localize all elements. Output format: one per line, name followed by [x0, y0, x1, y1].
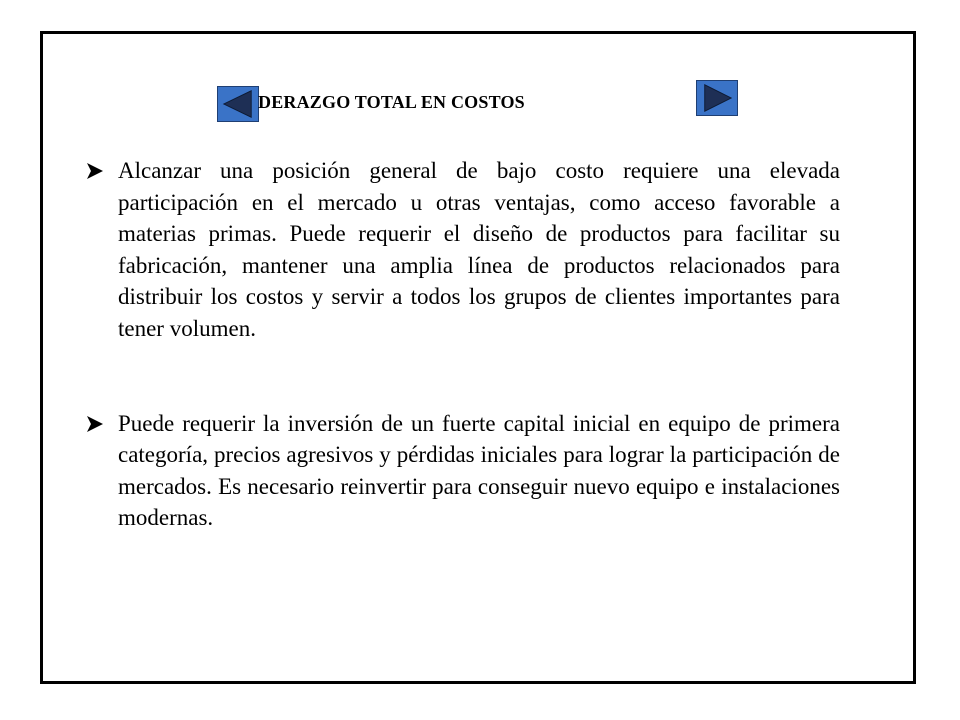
bullet-text: Alcanzar una posición general de bajo costo requiere una elevada participación en el mercado u otras ventajas, como acceso favorable a materias primas. Puede requerir el diseño de productos para facilitar su fabricación, mantener una amplia línea de productos relacionados para distribuir los costos y servir a todos los grupos de clientes importantes para tener volumen. — [118, 158, 840, 341]
next-slide-button[interactable] — [696, 80, 738, 116]
bullet-list — [84, 155, 840, 534]
right-triangle-arrow-icon — [697, 81, 737, 115]
arrowhead-bullet-icon — [84, 155, 106, 187]
bullet-item — [84, 408, 840, 534]
bullet-text: Puede requerir la inversión de un fuerte capital inicial en equipo de primera categoría, precios agresivos y pérdidas iniciales para lograr la participación de mercados. Es necesario reinvertir para conseguir nuevo equipo e instalaciones modernas. — [118, 410, 840, 531]
slide-title: DERAZGO TOTAL EN COSTOS — [258, 92, 525, 112]
previous-slide-button[interactable] — [217, 86, 259, 122]
arrowhead-bullet-icon — [84, 408, 106, 440]
bullet-item — [84, 155, 840, 345]
left-triangle-arrow-icon — [218, 87, 258, 121]
